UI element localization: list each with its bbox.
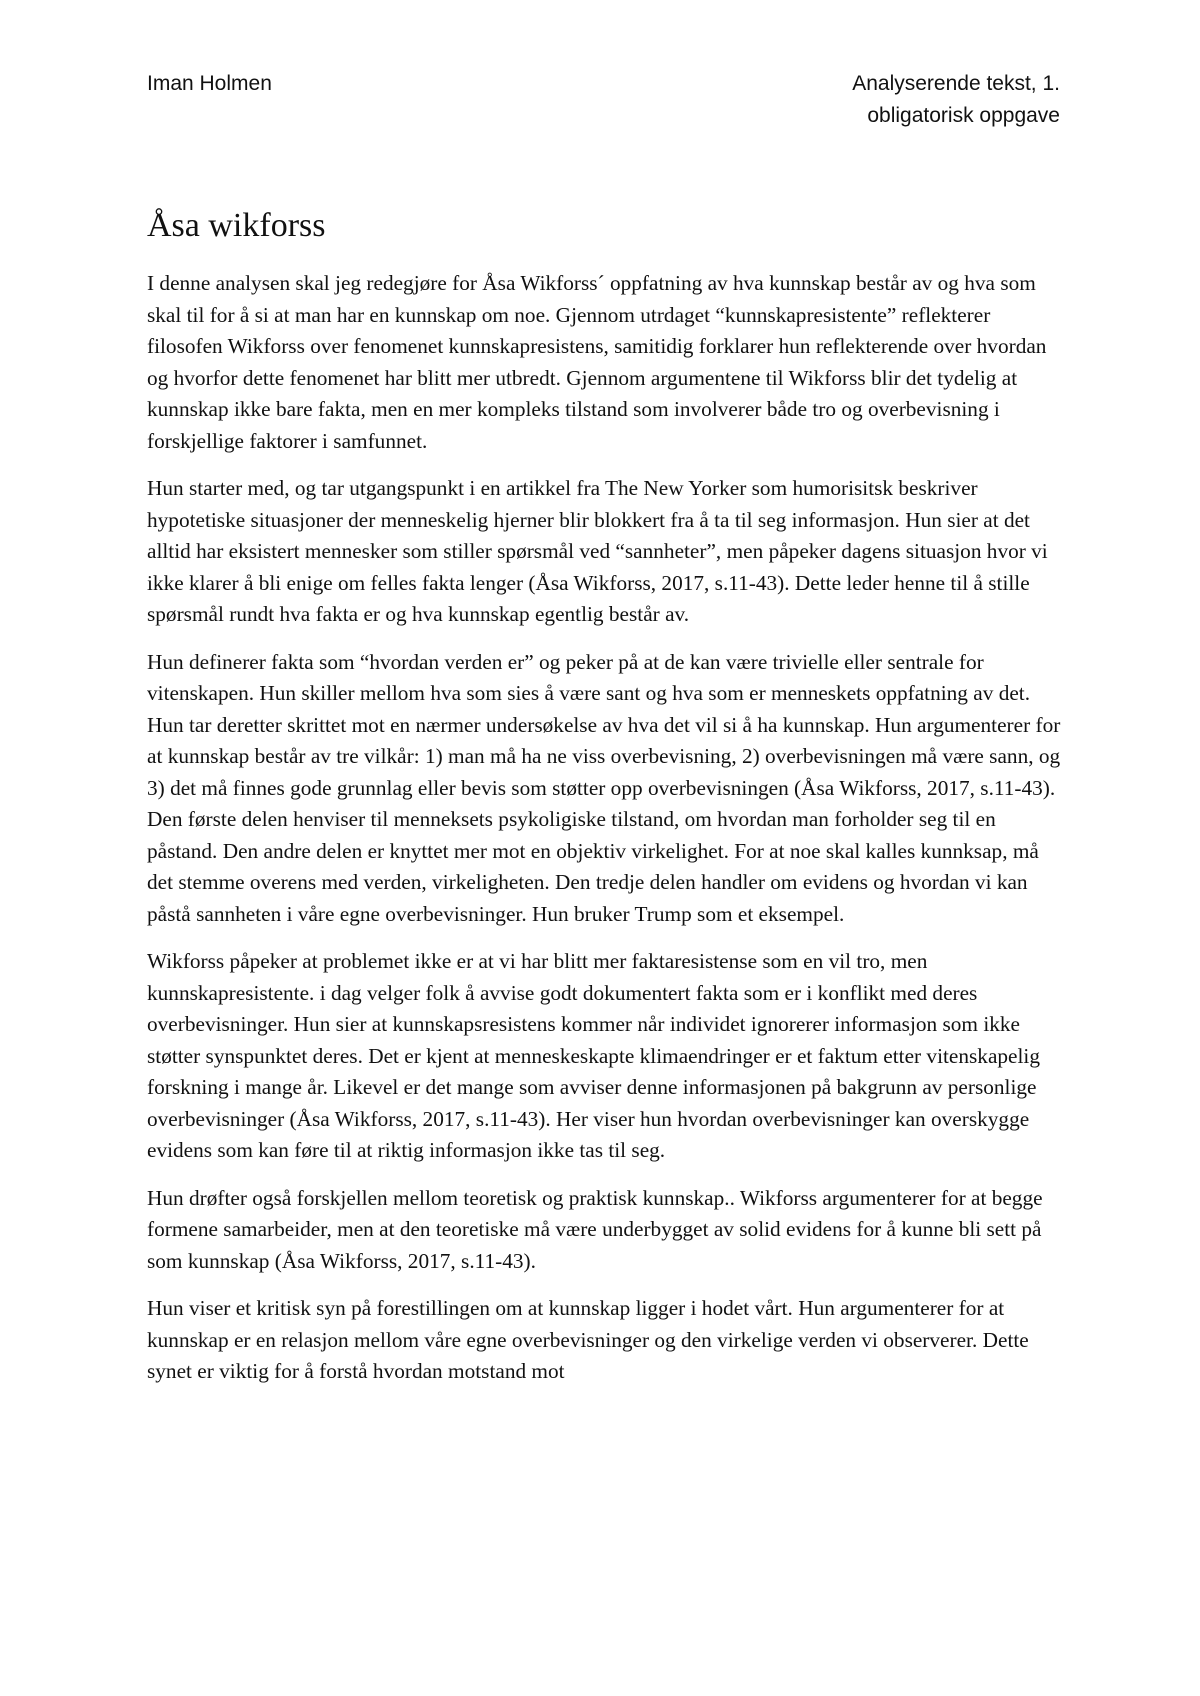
paragraph: Wikforss påpeker at problemet ikke er at vi har blitt mer faktaresistense som en vil tro, men kunnskapresistente. i dag velger folk å avvise godt dokumentert fakta som er i konflikt med deres overbevisninger. Hun sier at kunnskapsresistens kommer når individet ignorerer informasjon som ikke støtter synspunktet deres. Det er kjent at menneskeskapte klimaendringer er et faktum etter vitenskapelig forskning i mange år. Likevel er det mange som avviser denne informasjonen på bakgrunn av personlige overbevisninger (Åsa Wikforss, 2017, s.11-43). Her viser hun hvordan overbevisninger kan overskygge evidens som kan føre til at riktig informasjon ikke tas til seg. <box>147 949 1040 1162</box>
paragraph: Hun starter med, og tar utgangspunkt i en artikkel fra The New Yorker som humorisitsk beskriver hypotetiske situasjoner der menneskelig hjerner blir blokkert fra å ta til seg informasjon. Hun sier at det alltid har eksistert mennesker som stiller spørsmål ved “sannheter”, men påpeker dagens situasjon hvor vi ikke klarer å bli enige om felles fakta lenger (Åsa Wikforss, 2017, s.11-43). Dette leder henne til å stille spørsmål rundt hva fakta er og hva kunnskap egentlig består av. <box>147 476 1048 626</box>
assignment-line-1: Analyserende tekst, 1. <box>852 72 1060 95</box>
document-title: Åsa wikforss <box>147 207 326 244</box>
author-name: Iman Holmen <box>147 72 272 95</box>
paragraph: Hun drøfter også forskjellen mellom teoretisk og praktisk kunnskap.. Wikforss argumenterer for at begge formene samarbeider, men at den teoretiske må være underbygget av solid evidens for å kunne bli sett på som kunnskap (Åsa Wikforss, 2017, s.11-43). <box>147 1185 1043 1273</box>
paragraph: Hun viser et kritisk syn på forestillingen om at kunnskap ligger i hodet vårt. Hun argumenterer for at kunnskap er en relasjon mellom våre egne overbevisninger og den virkelige verden vi observerer. Dette synet er viktig for å forstå hvordan motstand mot <box>147 1296 1029 1383</box>
assignment-line-2: obligatorisk oppgave <box>867 104 1060 127</box>
document-body <box>147 268 1062 1404</box>
assignment-label <box>852 68 1060 132</box>
paragraph: I denne analysen skal jeg redegjøre for Åsa Wikforss´ oppfatning av hva kunnskap består av og hva som skal til for å si at man har en kunnskap om noe. Gjennom utrdaget “kunnskapresistente” reflekterer filosofen Wikforss over fenomenet kunnskapresistens, samitidig forklarer hun reflekterende over hvordan og hvorfor dette fenomenet har blitt mer utbredt. Gjennom argumentene til Wikforss blir det tydelig at kunnskap ikke bare fakta, men en mer kompleks tilstand som involverer både tro og overbevisning i forskjellige faktorer i samfunnet. <box>147 271 1047 453</box>
paragraph: Hun definerer fakta som “hvordan verden er” og peker på at de kan være trivielle eller sentrale for vitenskapen. Hun skiller mellom hva som sies å være sant og hva som er menneskets oppfatning av det. Hun tar deretter skrittet mot en nærmer undersøkelse av hva det vil si å ha kunnskap. Hun argumenterer for at kunnskap består av tre vilkår: 1) man må ha ne viss overbevisning, 2) overbevisningen må være sann, og 3) det må finnes gode grunnlag eller bevis som støtter opp overbevisningen (Åsa Wikforss, 2017, s.11-43). Den første delen henviser til menneksets psykoligiske tilstand, om hvordan man forholder seg til en påstand. Den andre delen er knyttet mer mot en objektiv virkelighet. For at noe skal kalles kunnksap, må det stemme overens med verden, virkeligheten. Den tredje delen handler om evidens og hvordan vi kan påstå sannheten i våre egne overbevisninger. Hun bruker Trump som et eksempel. <box>147 649 1061 926</box>
